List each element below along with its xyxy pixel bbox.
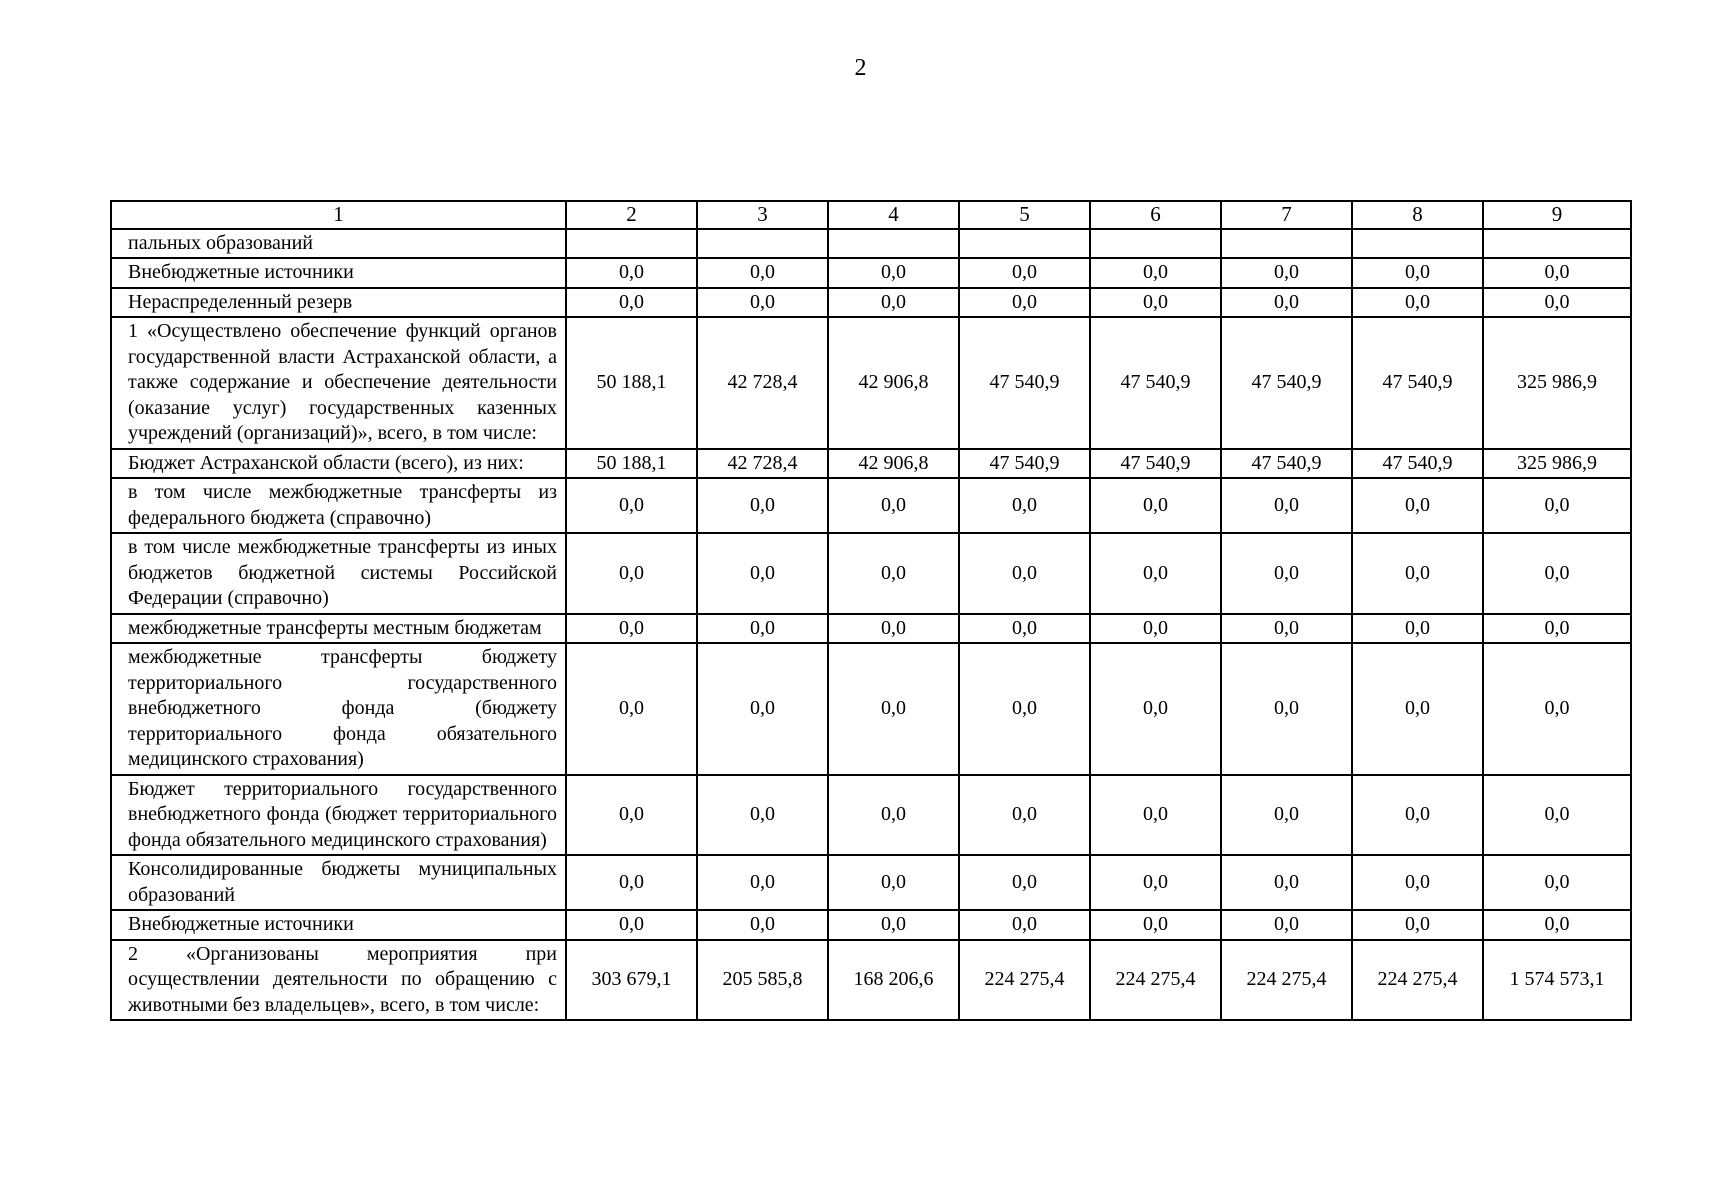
value-cell xyxy=(1483,229,1631,259)
value-cell: 0,0 xyxy=(1221,288,1352,318)
value-cell: 205 585,8 xyxy=(697,940,828,1021)
row-label: в том числе межбюджетные трансферты из федерального бюджета (справочно) xyxy=(111,478,566,533)
table-row xyxy=(111,478,1631,533)
value-cell: 0,0 xyxy=(1221,258,1352,288)
table-row xyxy=(111,288,1631,318)
value-cell: 0,0 xyxy=(1221,478,1352,533)
value-cell xyxy=(697,229,828,259)
value-cell: 325 986,9 xyxy=(1483,449,1631,479)
value-cell: 47 540,9 xyxy=(1090,317,1221,449)
table-row xyxy=(111,533,1631,614)
value-cell: 325 986,9 xyxy=(1483,317,1631,449)
column-header: 1 xyxy=(111,201,566,229)
value-cell: 0,0 xyxy=(1352,614,1483,644)
value-cell: 0,0 xyxy=(828,533,959,614)
column-header: 5 xyxy=(959,201,1090,229)
value-cell: 0,0 xyxy=(1352,258,1483,288)
value-cell: 0,0 xyxy=(959,258,1090,288)
value-cell: 0,0 xyxy=(959,643,1090,775)
value-cell: 0,0 xyxy=(1221,614,1352,644)
page-number: 2 xyxy=(854,55,867,81)
value-cell: 0,0 xyxy=(1483,614,1631,644)
row-label: Внебюджетные источники xyxy=(111,258,566,288)
value-cell: 0,0 xyxy=(1221,855,1352,910)
value-cell: 0,0 xyxy=(697,855,828,910)
value-cell: 0,0 xyxy=(1483,910,1631,940)
table-row xyxy=(111,910,1631,940)
table-row xyxy=(111,317,1631,449)
value-cell: 0,0 xyxy=(566,614,697,644)
value-cell: 47 540,9 xyxy=(1352,317,1483,449)
value-cell: 47 540,9 xyxy=(1221,317,1352,449)
table-body xyxy=(111,201,1631,1020)
value-cell: 47 540,9 xyxy=(1090,449,1221,479)
value-cell: 42 728,4 xyxy=(697,317,828,449)
value-cell: 0,0 xyxy=(959,775,1090,856)
value-cell: 0,0 xyxy=(959,910,1090,940)
value-cell: 0,0 xyxy=(566,775,697,856)
value-cell: 0,0 xyxy=(828,288,959,318)
value-cell: 0,0 xyxy=(828,855,959,910)
value-cell: 0,0 xyxy=(566,258,697,288)
row-label: в том числе межбюджетные трансферты из иных бюджетов бюджетной системы Российской Федерации (справочно) xyxy=(111,533,566,614)
value-cell: 224 275,4 xyxy=(1090,940,1221,1021)
row-label: 2 «Организованы мероприятия при осуществлении деятельности по обращению с животными без владельцев», всего, в том числе: xyxy=(111,940,566,1021)
value-cell: 0,0 xyxy=(1352,478,1483,533)
value-cell: 0,0 xyxy=(1221,910,1352,940)
value-cell: 0,0 xyxy=(1090,910,1221,940)
value-cell: 50 188,1 xyxy=(566,317,697,449)
table-row xyxy=(111,614,1631,644)
value-cell: 0,0 xyxy=(1483,775,1631,856)
value-cell: 0,0 xyxy=(1483,288,1631,318)
value-cell: 0,0 xyxy=(1090,478,1221,533)
value-cell: 0,0 xyxy=(1352,533,1483,614)
value-cell: 50 188,1 xyxy=(566,449,697,479)
budget-table xyxy=(110,200,1632,1021)
value-cell xyxy=(566,229,697,259)
value-cell: 0,0 xyxy=(1483,533,1631,614)
value-cell: 168 206,6 xyxy=(828,940,959,1021)
value-cell: 0,0 xyxy=(828,258,959,288)
value-cell: 0,0 xyxy=(828,775,959,856)
value-cell: 0,0 xyxy=(566,910,697,940)
table-row xyxy=(111,643,1631,775)
value-cell: 0,0 xyxy=(1221,643,1352,775)
value-cell: 0,0 xyxy=(1352,643,1483,775)
value-cell: 0,0 xyxy=(1090,533,1221,614)
value-cell: 0,0 xyxy=(566,533,697,614)
value-cell: 42 728,4 xyxy=(697,449,828,479)
row-label: Бюджет Астраханской области (всего), из них: xyxy=(111,449,566,479)
value-cell xyxy=(959,229,1090,259)
value-cell: 47 540,9 xyxy=(959,449,1090,479)
row-label: межбюджетные трансферты местным бюджетам xyxy=(111,614,566,644)
value-cell: 0,0 xyxy=(697,478,828,533)
column-header: 3 xyxy=(697,201,828,229)
value-cell: 0,0 xyxy=(566,855,697,910)
value-cell: 0,0 xyxy=(697,288,828,318)
value-cell: 0,0 xyxy=(959,614,1090,644)
value-cell: 42 906,8 xyxy=(828,449,959,479)
value-cell: 0,0 xyxy=(566,643,697,775)
value-cell: 303 679,1 xyxy=(566,940,697,1021)
value-cell: 0,0 xyxy=(1090,258,1221,288)
value-cell: 0,0 xyxy=(959,288,1090,318)
value-cell: 0,0 xyxy=(1483,258,1631,288)
table-row xyxy=(111,449,1631,479)
table-row xyxy=(111,258,1631,288)
value-cell: 0,0 xyxy=(1352,288,1483,318)
value-cell: 0,0 xyxy=(1483,478,1631,533)
value-cell: 0,0 xyxy=(1352,910,1483,940)
value-cell: 0,0 xyxy=(697,775,828,856)
header-row xyxy=(111,201,1631,229)
value-cell: 0,0 xyxy=(1352,855,1483,910)
value-cell: 47 540,9 xyxy=(1221,449,1352,479)
value-cell xyxy=(1221,229,1352,259)
row-label: пальных образований xyxy=(111,229,566,259)
value-cell: 0,0 xyxy=(828,910,959,940)
value-cell: 0,0 xyxy=(697,258,828,288)
table-row xyxy=(111,229,1631,259)
row-label: 1 «Осуществлено обеспечение функций органов государственной власти Астраханской области, а также содержание и обеспечение деятельности (оказание услуг) государственных казенных учреждений (организаций)», всего, в том числе: xyxy=(111,317,566,449)
value-cell: 0,0 xyxy=(828,478,959,533)
value-cell: 0,0 xyxy=(828,614,959,644)
value-cell xyxy=(1090,229,1221,259)
value-cell: 0,0 xyxy=(1352,775,1483,856)
row-label: межбюджетные трансферты бюджету территориального государственного внебюджетного фонда (бюджету территориального фонда обязательного медицинского страхования) xyxy=(111,643,566,775)
value-cell: 0,0 xyxy=(566,288,697,318)
column-header: 4 xyxy=(828,201,959,229)
value-cell: 47 540,9 xyxy=(1352,449,1483,479)
row-label: Внебюджетные источники xyxy=(111,910,566,940)
value-cell: 0,0 xyxy=(1221,533,1352,614)
value-cell: 0,0 xyxy=(697,533,828,614)
value-cell: 0,0 xyxy=(697,614,828,644)
value-cell: 0,0 xyxy=(1090,855,1221,910)
value-cell xyxy=(828,229,959,259)
table-row xyxy=(111,775,1631,856)
table-row xyxy=(111,855,1631,910)
value-cell: 0,0 xyxy=(1221,775,1352,856)
row-label: Нераспределенный резерв xyxy=(111,288,566,318)
row-label: Консолидированные бюджеты муниципальных образований xyxy=(111,855,566,910)
value-cell: 47 540,9 xyxy=(959,317,1090,449)
table-row xyxy=(111,940,1631,1021)
value-cell: 0,0 xyxy=(1483,643,1631,775)
value-cell: 0,0 xyxy=(959,478,1090,533)
value-cell: 42 906,8 xyxy=(828,317,959,449)
value-cell: 0,0 xyxy=(566,478,697,533)
value-cell: 224 275,4 xyxy=(1221,940,1352,1021)
value-cell xyxy=(1352,229,1483,259)
value-cell: 0,0 xyxy=(697,643,828,775)
value-cell: 0,0 xyxy=(1090,614,1221,644)
value-cell: 0,0 xyxy=(697,910,828,940)
value-cell: 0,0 xyxy=(959,533,1090,614)
value-cell: 0,0 xyxy=(1090,643,1221,775)
value-cell: 0,0 xyxy=(959,855,1090,910)
column-header: 8 xyxy=(1352,201,1483,229)
value-cell: 0,0 xyxy=(1090,775,1221,856)
value-cell: 0,0 xyxy=(1483,855,1631,910)
value-cell: 224 275,4 xyxy=(1352,940,1483,1021)
column-header: 9 xyxy=(1483,201,1631,229)
column-header: 6 xyxy=(1090,201,1221,229)
column-header: 7 xyxy=(1221,201,1352,229)
value-cell: 0,0 xyxy=(828,643,959,775)
column-header: 2 xyxy=(566,201,697,229)
value-cell: 224 275,4 xyxy=(959,940,1090,1021)
row-label: Бюджет территориального государственного внебюджетного фонда (бюджет территориального фонда обязательного медицинского страхования) xyxy=(111,775,566,856)
value-cell: 1 574 573,1 xyxy=(1483,940,1631,1021)
value-cell: 0,0 xyxy=(1090,288,1221,318)
